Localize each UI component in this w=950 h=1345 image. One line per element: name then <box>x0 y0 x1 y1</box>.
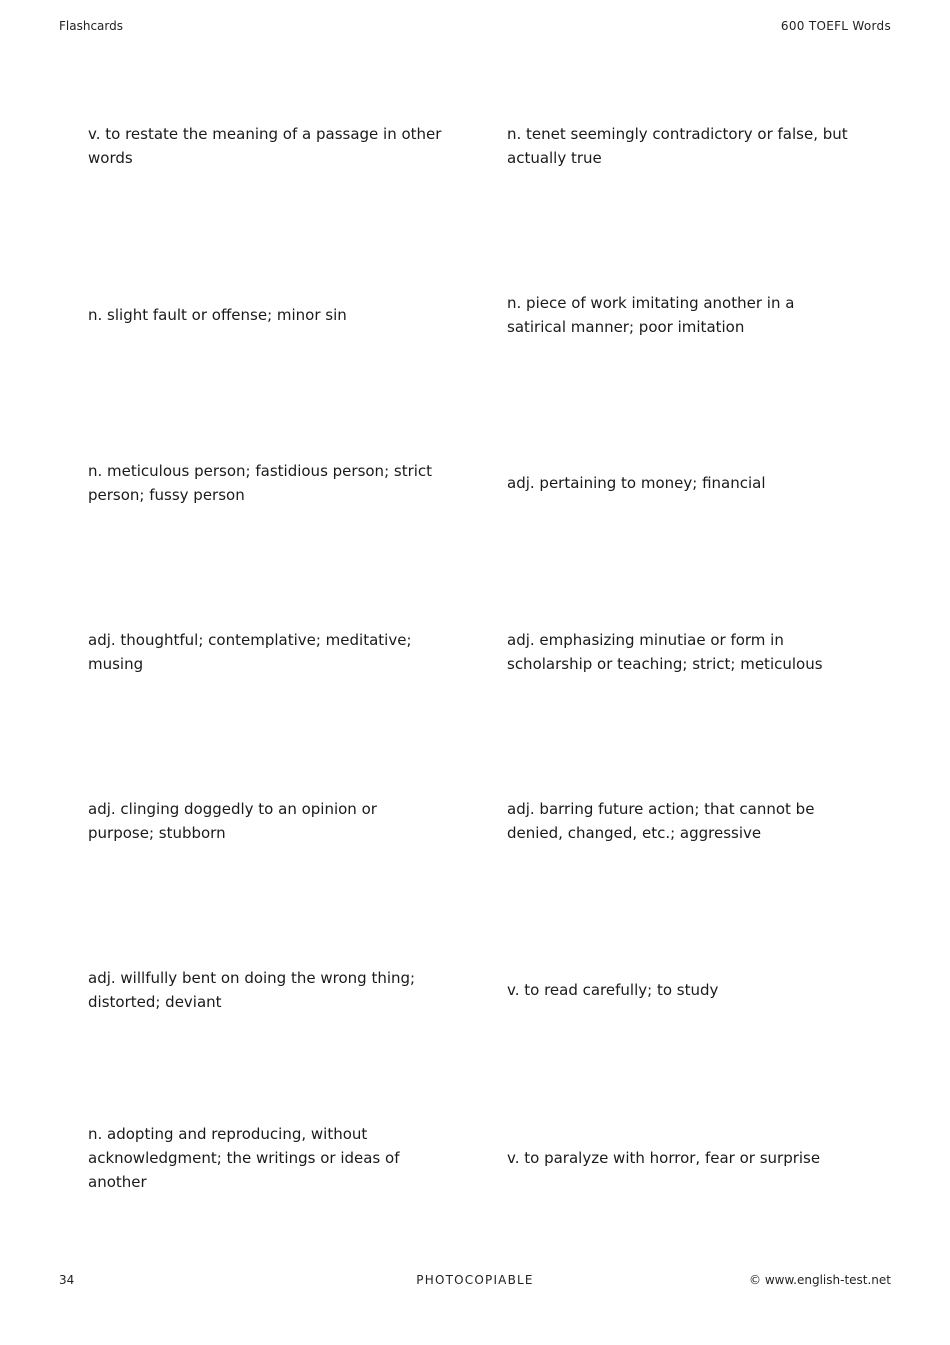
definition-text: adj. barring future action; that cannot be denied, changed, etc.; aggressive <box>507 800 815 842</box>
definition-text: n. piece of work imitating another in a satirical manner; poor imitation <box>507 294 795 336</box>
flashcard-definition <box>88 275 443 355</box>
header-book-title: 600 TOEFL Words <box>780 19 891 33</box>
header-title: Flashcards <box>59 19 123 33</box>
photocopiable-label: PHOTOCOPIABLE <box>416 1273 534 1287</box>
page-number: 34 <box>59 1273 75 1287</box>
flashcard-definition <box>88 950 443 1030</box>
flashcard-definition <box>507 950 857 1030</box>
flashcard-definition <box>88 1118 443 1198</box>
definition-text: n. meticulous person; fastidious person; strict person; fussy person <box>88 462 433 504</box>
flashcard-definition <box>88 612 443 692</box>
definition-text: adj. pertaining to money; financial <box>507 474 766 492</box>
definition-text: n. slight fault or offense; minor sin <box>88 306 347 324</box>
flashcard-definition <box>88 781 443 861</box>
flashcard-definition <box>507 781 857 861</box>
copyright-website: © www.english-test.net <box>749 1273 891 1287</box>
flashcard-definition <box>507 275 857 355</box>
definition-text: adj. thoughtful; contemplative; meditative; musing <box>88 631 412 673</box>
flashcard-definition <box>507 1118 857 1198</box>
flashcard-definition <box>507 106 857 186</box>
definition-text: n. adopting and reproducing, without acknowledgment; the writings or ideas of another <box>88 1125 400 1191</box>
definition-text: v. to restate the meaning of a passage in other words <box>88 125 442 167</box>
flashcard-definition <box>88 443 443 523</box>
flashcard-definition <box>88 106 443 186</box>
definition-text: adj. willfully bent on doing the wrong thing; distorted; deviant <box>88 969 416 1011</box>
definition-text: adj. clinging doggedly to an opinion or purpose; stubborn <box>88 800 377 842</box>
flashcard-definition <box>507 443 857 523</box>
definition-text: v. to read carefully; to study <box>507 981 719 999</box>
definition-text: v. to paralyze with horror, fear or surprise <box>507 1149 821 1167</box>
flashcard-definition <box>507 612 857 692</box>
definition-text: adj. emphasizing minutiae or form in scholarship or teaching; strict; meticulous <box>507 631 823 673</box>
definition-text: n. tenet seemingly contradictory or false, but actually true <box>507 125 848 167</box>
